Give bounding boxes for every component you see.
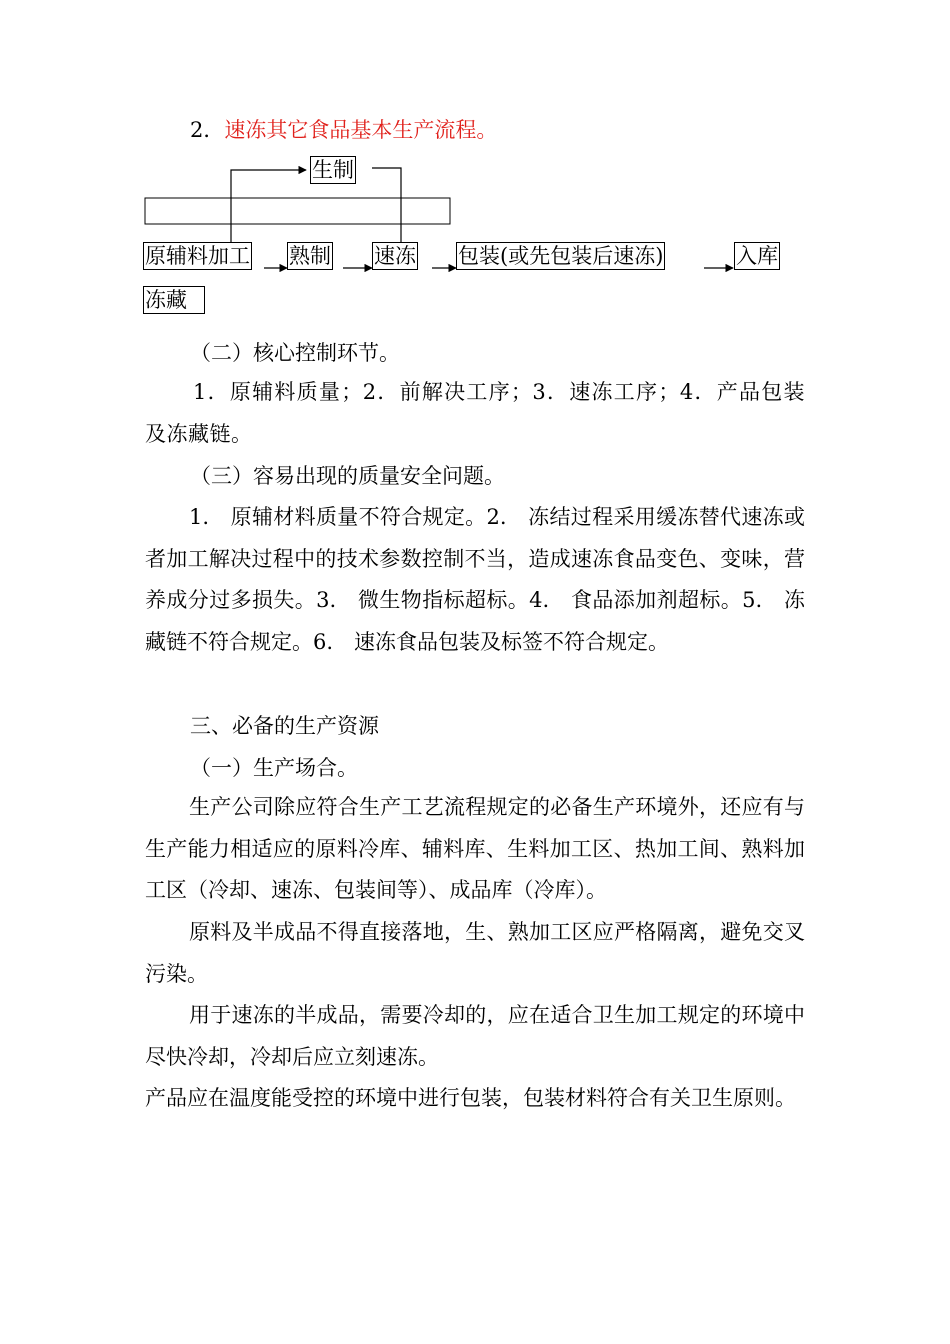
core-control-heading: （二）核心控制环节。 [190, 341, 400, 365]
quality-issues-heading: （三）容易出现的质量安全问题。 [190, 464, 505, 488]
core-control-body: 1．原辅料质量；2．前解决工序；3．速冻工序；4．产品包装及冻藏链。 [145, 380, 805, 446]
resources-paragraph-1: 生产公司除应符合生产工艺流程规定的必备生产环境外，还应有与生产能力相适应的原料冷库、辅料库、生料加工区、热加工间、熟料加工区（冷却、速冻、包装间等）、成品库（冷库）。 [145, 795, 805, 902]
flow-node-material-processing: 原辅料加工 [145, 244, 250, 268]
resources-heading: 三、必备的生产资源 [190, 714, 379, 738]
flowchart-empty-box [145, 198, 450, 224]
flow-node-storage: 入库 [736, 244, 778, 268]
resources-final-paragraph: 产品应在温度能受控的环境中进行包装，包装材料符合有关卫生原则。 [145, 1086, 796, 1110]
section-2-number: 2． [190, 118, 225, 142]
arrow-to-raw-prep [231, 170, 306, 245]
quality-issues-body: 1. 原辅材料质量不符合规定。2. 冻结过程采用缓冻替代速冻或者加工解决过程中的技术参数控制不当，造成速冻食品变色、变味，营养成分过多损失。3. 微生物指标超标。4. 食品添加剂超标。5. 冻藏链不符合规定。6. 速冻食品包装及标签不符合规定。 [145, 505, 805, 654]
flow-node-cooking: 熟制 [289, 244, 331, 268]
flow-node-quick-freeze: 速冻 [374, 244, 416, 268]
flow-node-frozen-storage: 冻藏 [143, 286, 205, 314]
production-site-subheading: （一）生产场合。 [190, 756, 358, 780]
resources-paragraph-2: 原料及半成品不得直接落地，生、熟加工区应严格隔离，避免交叉污染。 [145, 920, 805, 986]
flow-node-raw-prep: 生制 [312, 158, 354, 182]
resources-paragraph-3: 用于速冻的半成品，需要冷却的，应在适合卫生加工规定的环境中尽快冷却，冷却后应立刻速冻。 [145, 1003, 805, 1069]
section-2-title-text: 速冻其它食品基本生产流程。 [224, 118, 498, 142]
flow-node-packaging: 包装(或先包装后速冻) [458, 244, 664, 268]
